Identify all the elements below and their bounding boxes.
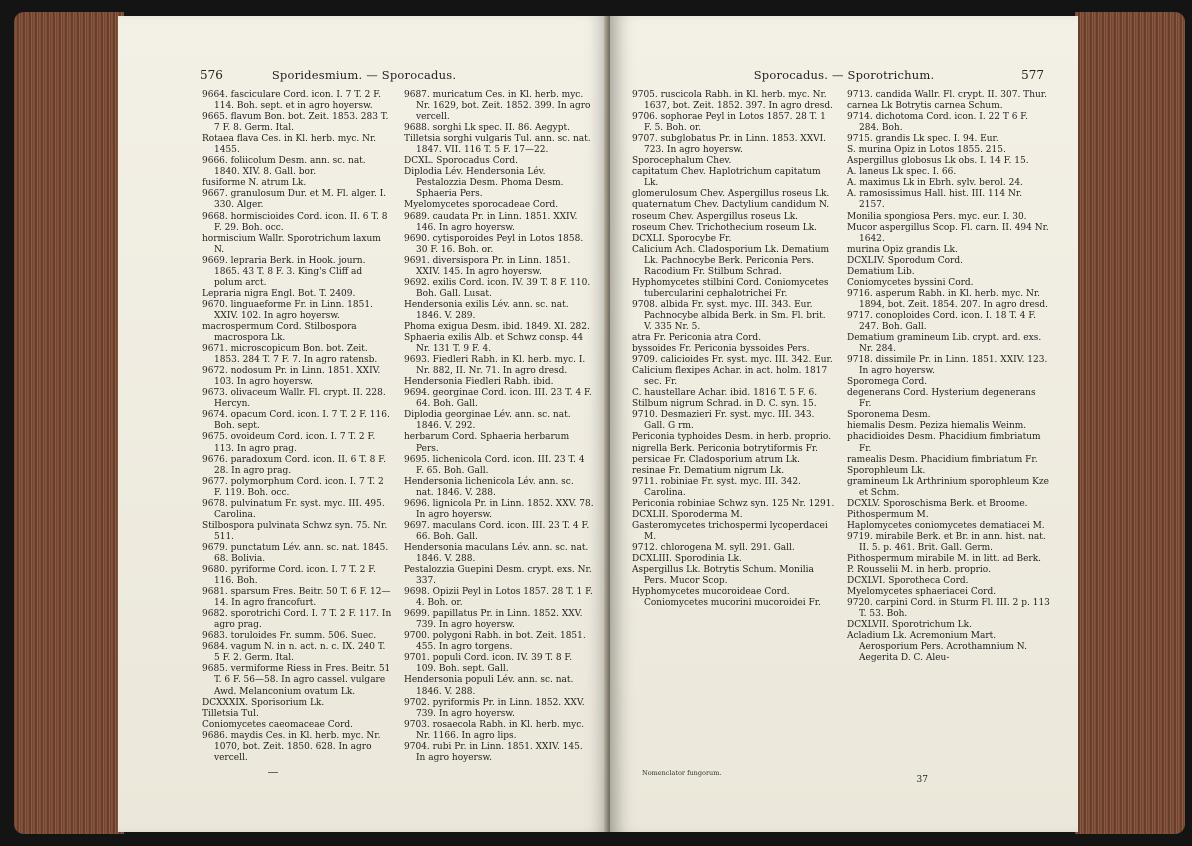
entry-line: 9666. foliicolum Desm. ann. sc. nat. 1840. XIV. 8. Gall. bor.	[202, 156, 366, 178]
entry-line: persicae Fr. Cladosporium atrum Lk.	[632, 454, 801, 465]
entry-line: 9665. flavum Bon. bot. Zeit. 1853. 283 T. 7 F. 8. Germ. Ital.	[202, 112, 389, 134]
entry-line: 9673. olivaceum Wallr. Fl. crypt. II. 228. Hercyn.	[202, 388, 386, 410]
right-page-columns	[632, 90, 1050, 664]
entry-line: 9664. fasciculare Cord. icon. I. 7 T. 2 F. 114. Boh. sept. et in agro hoyersw.	[202, 90, 381, 112]
entry-line: DCXLIII. Sporodinia Lk.	[632, 553, 742, 564]
entry-line: Coniomycetes byssini Cord.	[847, 277, 974, 288]
entry-line: roseum Chev. Trichothecium roseum Lk.	[632, 222, 818, 233]
entry-line: P. Rousselii M. in herb. proprio.	[847, 565, 991, 576]
entry-line: 9697. maculans Cord. icon. III. 23 T. 4 F. 66. Boh. Gall.	[404, 520, 590, 542]
entry-line: DCXXXIX. Sporisorium Lk.	[202, 697, 325, 708]
entry-line: fusiforme N. atrum Lk.	[202, 178, 307, 189]
entry-line: 9715. grandis Lk spec. I. 94. Eur.	[847, 134, 999, 145]
entry-line: Pithospermum mirabile M. in litt. ad Berk.	[847, 553, 1042, 564]
entry-line: 9675. ovoideum Cord. icon. I. 7 T. 2 F. 113. In agro prag.	[202, 432, 376, 454]
entry-line: DCXLII. Sporoderma M.	[632, 509, 743, 520]
entry-line: Calicium Ach. Cladosporium Lk. Dematium Lk. Pachnocybe Berk. Periconia Pers. Racodium Fr. Stilbum Schrad.	[632, 244, 830, 277]
entry-line: 9686. maydis Ces. in Kl. herb. myc. Nr. 1070, bot. Zeit. 1850. 628. In agro vercell.	[202, 730, 381, 763]
entry-line: resinae Fr. Dematium nigrum Lk.	[632, 465, 785, 476]
entry-line: 9680. pyriforme Cord. icon. I. 7 T. 2 F. 116. Boh.	[202, 565, 376, 587]
entry-line: DCXLIV. Sporodum Cord.	[847, 255, 963, 266]
entry-line: Dematium gramineum Lib. crypt. ard. exs. Nr. 284.	[847, 333, 1042, 355]
entry-line: 9696. lignicola Pr. in Linn. 1852. XXV. 78. In agro hoyersw.	[404, 498, 594, 520]
entry-line: Myelomycetes sporocadeae Cord.	[404, 200, 559, 211]
entry-line: Hendersonia exilis Lév. ann. sc. nat. 1846. V. 289.	[404, 299, 569, 321]
entry-line: Calicium flexipes Achar. in act. holm. 1817 sec. Fr.	[632, 366, 828, 388]
entry-line: 9702. pyriformis Pr. in Linn. 1852. XXV. 739. In agro hoyersw.	[404, 697, 585, 719]
entry-line: 9677. polymorphum Cord. icon. I. 7 T. 2 F. 119. Boh. occ.	[202, 476, 384, 498]
book-edge-right	[1075, 12, 1185, 834]
entry-line: quaternatum Chev. Dactylium candidum N.	[632, 200, 830, 211]
entry-line: murina Opiz grandis Lk.	[847, 244, 958, 255]
entry-line: 9700. polygoni Rabh. in bot. Zeit. 1851. 455. In agro torgens.	[404, 631, 586, 653]
entry-line: 9683. toruloides Fr. summ. 506. Suec.	[202, 631, 377, 642]
entry-line: Sporomega Cord.	[847, 377, 928, 388]
entry-line: Lepraria nigra Engl. Bot. T. 2409.	[202, 288, 356, 299]
entry-line: 9711. robiniae Fr. syst. myc. III. 342. Carolina.	[632, 476, 801, 498]
entry-line: 9704. rubi Pr. in Linn. 1851. XXIV. 145. In agro hoyersw.	[404, 741, 583, 763]
entry-line: 9687. muricatum Ces. in Kl. herb. myc. Nr. 1629, bot. Zeit. 1852. 399. In agro vercell.	[404, 90, 591, 123]
page-number-left: 576	[200, 68, 223, 82]
entry-line: 9707. subglobatus Pr. in Linn. 1853. XXVI. 723. In agro hoyersw.	[632, 134, 827, 156]
entry-line: 9679. punctatum Lév. ann. sc. nat. 1845. 68. Bolivia.	[202, 542, 389, 564]
left-page	[118, 16, 610, 832]
entry-line: glomerulosum Chev. Aspergillus roseus Lk.	[632, 189, 830, 200]
entry-line: Phoma exigua Desm. ibid. 1849. XI. 282.	[404, 321, 590, 332]
entry-line: A. laneus Lk spec. I. 66.	[847, 167, 957, 178]
entry-line: Diplodia Lév. Hendersonia Lév. Pestalozzia Desm. Phoma Desm. Sphaeria Pers.	[404, 167, 564, 200]
entry-line: DCXLVII. Sporotrichum Lk.	[847, 620, 972, 631]
entry-line: 9671. microscopicum Bon. bot. Zeit. 1853. 284 T. 7 F. 7. In agro ratensb.	[202, 344, 378, 366]
entry-line: Stilbospora pulvinata Schwz syn. 75. Nr. 511.	[202, 520, 388, 542]
entry-line: Periconia typhoides Desm. in herb. proprio.	[632, 432, 832, 443]
entry-line: 9694. georginae Cord. icon. III. 23 T. 4 F. 64. Boh. Gall.	[404, 388, 592, 410]
entry-line: Aspergillus Lk. Botrytis Schum. Monilia Pers. Mucor Scop.	[632, 565, 814, 587]
entry-line: Hendersonia maculans Lév. ann. sc. nat. 1846. V. 288.	[404, 542, 589, 564]
entry-line: 9712. chlorogena M. syll. 291. Gall.	[632, 542, 795, 553]
entry-line: 9706. sophorae Peyl in Lotos 1857. 28 T. 1 F. 5. Boh. or.	[632, 112, 826, 134]
left-column-1	[202, 90, 392, 764]
entry-line: 9709. calicioides Fr. syst. myc. III. 342. Eur.	[632, 355, 833, 366]
entry-line: Gasteromycetes trichospermi lycoperdacei M.	[632, 520, 828, 542]
entry-line: C. haustellare Achar. ibid. 1816 T. 5 F. 6.	[632, 388, 818, 399]
entry-line: capitatum Chev. Haplotrichum capitatum Lk.	[632, 167, 821, 189]
entry-line: Sporocephalum Chev.	[632, 156, 732, 167]
entry-line: Coniomycetes caeomaceae Cord.	[202, 719, 354, 730]
entry-line: hiemalis Desm. Peziza hiemalis Weinm.	[847, 421, 1027, 432]
entry-line: nigrella Berk. Periconia botrytiformis Fr.	[632, 443, 819, 454]
entry-line: Sporonema Desm.	[847, 410, 931, 421]
entry-line: 9701. populi Cord. icon. IV. 39 T. 8 F. 109. Boh. sept. Gall.	[404, 653, 573, 675]
entry-line: byssoides Fr. Periconia byssoides Pers.	[632, 344, 810, 355]
entry-line: A. ramosissimus Hall. hist. III. 114 Nr. 2157.	[847, 189, 1023, 211]
entry-line: 9688. sorghi Lk spec. II. 86. Aegypt.	[404, 123, 570, 134]
entry-line: Myelomycetes sphaeriacei Cord.	[847, 587, 997, 598]
entry-line: DCXLV. Sporoschisma Berk. et Broome.	[847, 498, 1028, 509]
entry-line: DCXLI. Sporocybe Fr.	[632, 233, 732, 244]
entry-line: 9717. conoploides Cord. icon. I. 18 T. 4 F. 247. Boh. Gall.	[847, 310, 1037, 332]
entry-line: Pestalozzia Guepini Desm. crypt. exs. Nr. 337.	[404, 565, 592, 587]
entry-line: Rotaea flava Ces. in Kl. herb. myc. Nr. 1455.	[202, 134, 377, 156]
right-column-1	[632, 90, 835, 664]
entry-line: 9681. sparsum Fres. Beitr. 50 T. 6 F. 12—14. In agro francofurt.	[202, 587, 391, 609]
entry-line: 9703. rosaecola Rabh. in Kl. herb. myc. Nr. 1166. In agro lips.	[404, 719, 585, 741]
entry-line: Stilbum nigrum Schrad. in D. C. syn. 15.	[632, 399, 817, 410]
entry-line: 9714. dichotoma Cord. icon. I. 22 T 6 F. 284. Boh.	[847, 112, 1029, 134]
entry-line: 9676. paradoxum Cord. icon. II. 6 T. 8 F. 28. In agro prag.	[202, 454, 386, 476]
entry-line: 9718. dissimile Pr. in Linn. 1851. XXIV. 123. In agro hoyersw.	[847, 355, 1048, 377]
entry-line: 9667. granulosum Dur. et M. Fl. alger. I. 330. Alger.	[202, 189, 387, 211]
running-head-right: Sporocadus. — Sporotrichum.	[753, 68, 935, 82]
entry-line: herbarum Cord. Sphaeria herbarum Pers.	[404, 432, 570, 454]
entry-line: 9693. Fiedleri Rabh. in Kl. herb. myc. I. Nr. 882, II. Nr. 71. In agro dresd.	[404, 355, 586, 377]
entry-line: Diplodia georginae Lév. ann. sc. nat. 1846. V. 292.	[404, 410, 571, 432]
entry-line: macrospermum Cord. Stilbospora macrospora Lk.	[202, 321, 357, 344]
entry-line: carnea Lk Botrytis carnea Schum.	[847, 101, 1003, 112]
entry-line: Mucor aspergillus Scop. Fl. carn. II. 494 Nr. 1642.	[847, 222, 1049, 244]
entry-line: Hendersonia populi Lév. ann. sc. nat. 1846. V. 288.	[404, 675, 574, 697]
entry-line: Hyphomycetes mucoroideae Cord. Coniomycetes mucorini mucoroidei Fr.	[632, 587, 821, 609]
entry-line: 9669. lepraria Berk. in Hook. journ. 1865. 43 T. 8 F. 3. King's Cliff ad polum arct.	[202, 255, 366, 288]
right-column-2	[847, 90, 1050, 664]
entry-line: 9705. ruscicola Rabh. in Kl. herb. myc. Nr. 1637, bot. Zeit. 1852. 397. In agro dresd.	[632, 90, 834, 112]
running-head-left: Sporidesmium. — Sporocadus.	[271, 68, 457, 82]
entry-line: 9710. Desmazieri Fr. syst. myc. III. 343. Gall. G rm.	[632, 410, 815, 432]
entry-line: Acladium Lk. Acremonium Mart. Aerosporium Pers. Acrothamnium N. Aegerita D. C. Aleu-	[847, 631, 1027, 664]
right-page	[610, 16, 1078, 832]
page-number-right: 577	[1021, 68, 1044, 82]
print-mark	[268, 768, 278, 773]
entry-line: 9672. nodosum Pr. in Linn. 1851. XXIV. 103. In agro hoyersw.	[202, 366, 381, 388]
entry-line: 9720. carpini Cord. in Sturm Fl. III. 2 p. 113 T. 53. Boh.	[847, 598, 1050, 620]
entry-line: Sporophleum Lk.	[847, 465, 926, 476]
entry-line: 9690. cytisporoides Peyl in Lotos 1858. 30 F. 16. Boh. or.	[404, 233, 584, 255]
entry-line: gramineum Lk Arthrinium sporophleum Kze et Schm.	[847, 476, 1049, 498]
entry-line: 9698. Opizii Peyl in Lotos 1857. 28 T. 1 F. 4. Boh. or.	[404, 587, 593, 609]
entry-line: 9668. hormiscioides Cord. icon. II. 6 T. 8 F. 29. Boh. occ.	[202, 211, 388, 233]
entry-line: phacidioides Desm. Phacidium fimbriatum Fr.	[847, 432, 1041, 454]
entry-line: 9689. caudata Pr. in Linn. 1851. XXIV. 146. In agro hoyersw.	[404, 211, 578, 233]
entry-line: Dematium Lib.	[847, 266, 915, 277]
book-edge-left	[14, 12, 124, 834]
entry-line: 9699. papillatus Pr. in Linn. 1852. XXV. 739. In agro hoyersw.	[404, 609, 583, 631]
entry-line: DCXL. Sporocadus Cord.	[404, 156, 518, 167]
footnote: Nomenclator fungorum.	[642, 769, 722, 777]
entry-line: hormiscium Wallr. Sporotrichum laxum N.	[202, 233, 381, 255]
entry-line: roseum Chev. Aspergillus roseus Lk.	[632, 211, 799, 222]
entry-line: 9682. sporotrichi Cord. I. 7 T. 2 F. 117. In agro prag.	[202, 609, 392, 631]
entry-line: Hendersonia lichenicola Lév. ann. sc. nat. 1846. V. 288.	[404, 476, 574, 498]
entry-line: ramealis Desm. Phacidium fimbriatum Fr.	[847, 454, 1038, 465]
left-page-columns	[202, 90, 594, 764]
entry-line: 9708. albida Fr. syst. myc. III. 343. Eur. Pachnocybe albida Berk. in Sm. Fl. brit. V. 335 Nr. 5.	[632, 299, 826, 332]
entry-line: Sphaeria exilis Alb. et Schwz consp. 44 Nr. 131 T. 9 F. 4.	[404, 333, 584, 355]
entry-line: degenerans Cord. Hysterium degenerans Fr.	[847, 388, 1036, 410]
entry-line: 9674. opacum Cord. icon. I. 7 T. 2 F. 116. Boh. sept.	[202, 410, 390, 432]
entry-line: atra Fr. Periconia atra Cord.	[632, 333, 762, 344]
entry-line: Tilletsia sorghi vulgaris Tul. ann. sc. nat. 1847. VII. 116 T. 5 F. 17—22.	[404, 134, 591, 156]
entry-line: DCXLVI. Sporotheca Cord.	[847, 576, 969, 587]
entry-line: 9685. vermiforme Riess in Fres. Beitr. 51 T. 6 F. 56—58. In agro cassel. vulgare Awd. Melanconium ovatum Lk.	[202, 664, 391, 697]
signature-mark: 37	[916, 775, 928, 785]
entry-line: 9695. lichenicola Cord. icon. III. 23 T. 4 F. 65. Boh. Gall.	[404, 454, 585, 476]
entry-line: Hendersonia Fiedleri Rabh. ibid.	[404, 377, 554, 388]
left-column-2	[404, 90, 594, 764]
entry-line: Periconia robiniae Schwz syn. 125 Nr. 1291.	[632, 498, 835, 509]
entry-line: Hyphomycetes stilbini Cord. Coniomycetes tubercularini cephalotrichei Fr.	[632, 277, 829, 299]
entry-line: 9670. linguaeforme Fr. in Linn. 1851. XXIV. 102. In agro hoyersw.	[202, 299, 373, 321]
entry-line: 9716. asperum Rabh. in Kl. herb. myc. Nr. 1894, bot. Zeit. 1854. 207. In agro dresd.	[847, 288, 1049, 310]
entry-line: 9678. pulvinatum Fr. syst. myc. III. 495. Carolina.	[202, 498, 385, 520]
entry-line: 9691. diversispora Pr. in Linn. 1851. XXIV. 145. In agro hoyersw.	[404, 255, 571, 277]
entry-line: 9684. vagum N. in n. act. n. c. IX. 240 T. 5 F. 2. Germ. Ital.	[202, 642, 386, 664]
entry-line: 9713. candida Wallr. Fl. crypt. II. 307. Thur.	[847, 90, 1047, 100]
entry-line: Aspergillus globosus Lk obs. I. 14 F. 15.	[847, 156, 1029, 167]
entry-line: Haplomycetes coniomycetes dematiacei M.	[847, 520, 1045, 531]
entry-line: Monilia spongiosa Pers. myc. eur. I. 30.	[847, 211, 1027, 222]
entry-line: 9719. mirabile Berk. et Br. in ann. hist. nat. II. 5. p. 461. Brit. Gall. Germ.	[847, 531, 1046, 553]
entry-line: S. murina Opiz in Lotos 1855. 215.	[847, 145, 1006, 156]
entry-line: A. maximus Lk in Ebrh. sylv. berol. 24.	[847, 178, 1023, 189]
entry-line: Pithospermum M.	[847, 509, 929, 520]
entry-line: 9692. exilis Cord. icon. IV. 39 T. 8 F. 110. Boh. Gall. Lusat.	[404, 277, 591, 299]
entry-line: Tilletsia Tul.	[202, 708, 259, 719]
